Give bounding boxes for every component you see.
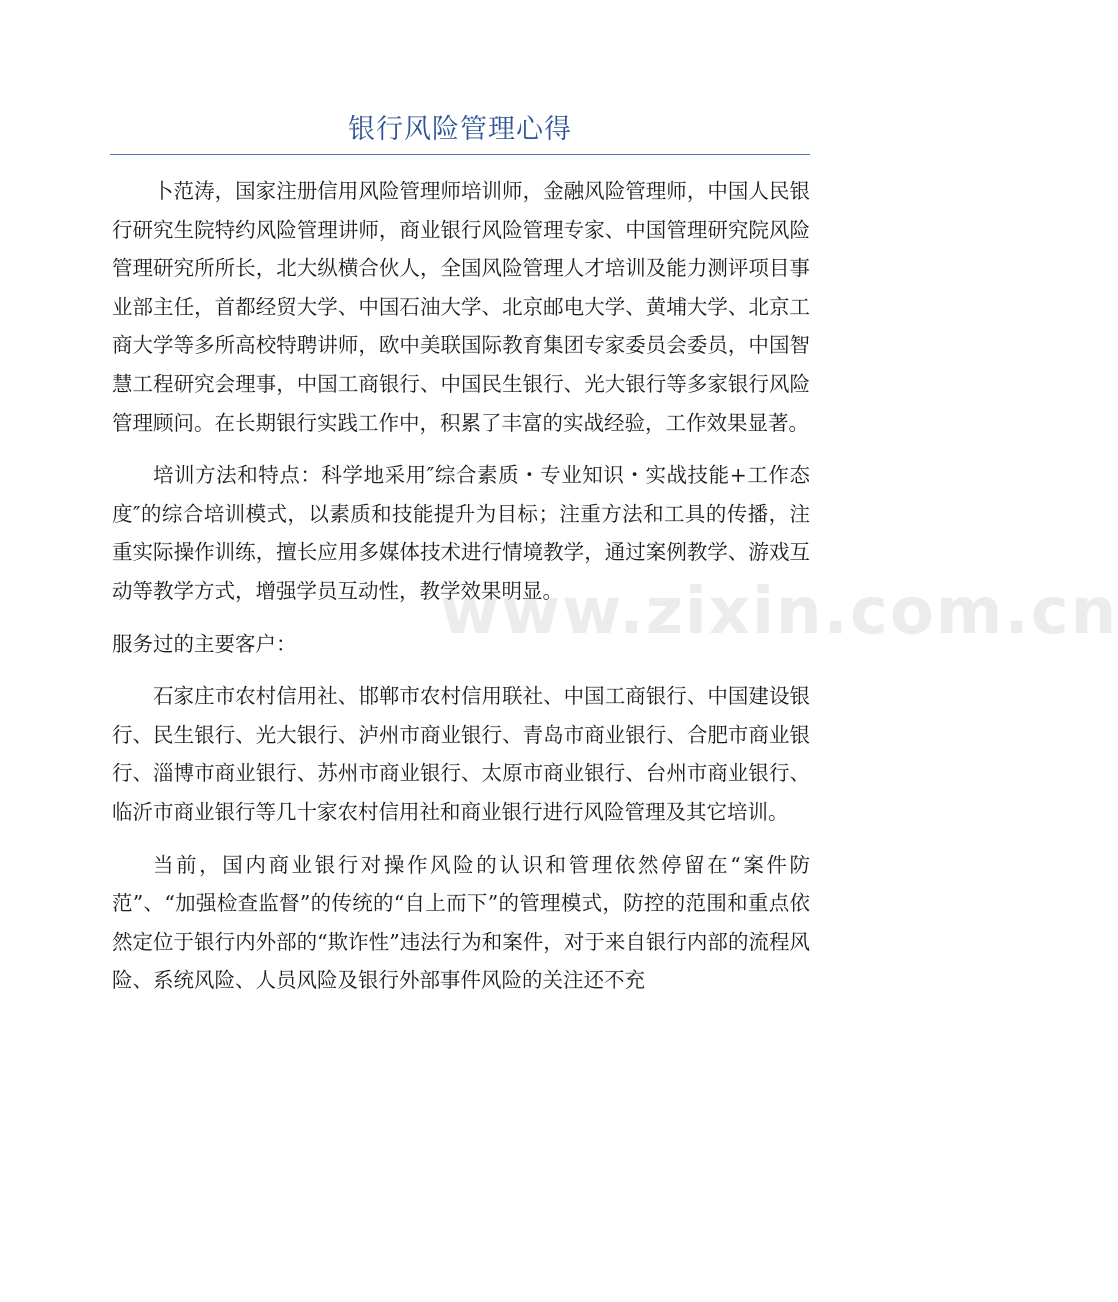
title-underline bbox=[110, 154, 810, 155]
paragraph-bio: 卜范涛，国家注册信用风险管理师培训师，金融风险管理师，中国人民银行研究生院特约风险管理讲师，商业银行风险管理专家、中国管理研究院风险管理研究所所长，北大纵横合伙人，全国风险管理人才培训及能力测评项目事业部主任，首都经贸大学、中国石油大学、北京邮电大学、黄埔大学、北京工商大学等多所高校特聘讲师，欧中美联国际教育集团专家委员会委员，中国智慧工程研究会理事，中国工商银行、中国民生银行、光大银行等多家银行风险管理顾问。在长期银行实践工作中，积累了丰富的实战经验，工作效果显著。 bbox=[112, 179, 810, 435]
paragraph-client-list: 石家庄市农村信用社、邯郸市农村信用联社、中国工商银行、中国建设银行、民生银行、光大银行、泸州市商业银行、青岛市商业银行、合肥市商业银行、淄博市商业银行、苏州市商业银行、太原市商业银行、台州市商业银行、临沂市商业银行等几十家农村信用社和商业银行进行风险管理及其它培训。 bbox=[112, 684, 810, 824]
paragraph-operational-risk: 当前，国内商业银行对操作风险的认识和管理依然停留在“案件防范”、“加强检查监督”的传统的“自上而下”的管理模式，防控的范围和重点依然定位于银行内外部的“欺诈性”违法行为和案件，对于来自银行内部的流程风险、系统风险、人员风险及银行外部事件风险的关注还不充 bbox=[112, 852, 810, 993]
document-body bbox=[112, 172, 810, 1000]
document-title: 银行风险管理心得 bbox=[348, 114, 572, 145]
watermark: www.zixin.com.cn bbox=[440, 575, 1118, 649]
paragraph-training-method: 培训方法和特点：科学地采用″综合素质・专业知识・实战技能+工作态度″的综合培训模式，以素质和技能提升为目标；注重方法和工具的传播，注重实际操作训练，擅长应用多媒体技术进行情境教学，通过案例教学、游戏互动等教学方式，增强学员互动性，教学效果明显。 bbox=[112, 463, 810, 603]
paragraph-clients-heading: 服务过的主要客户： bbox=[112, 631, 297, 656]
